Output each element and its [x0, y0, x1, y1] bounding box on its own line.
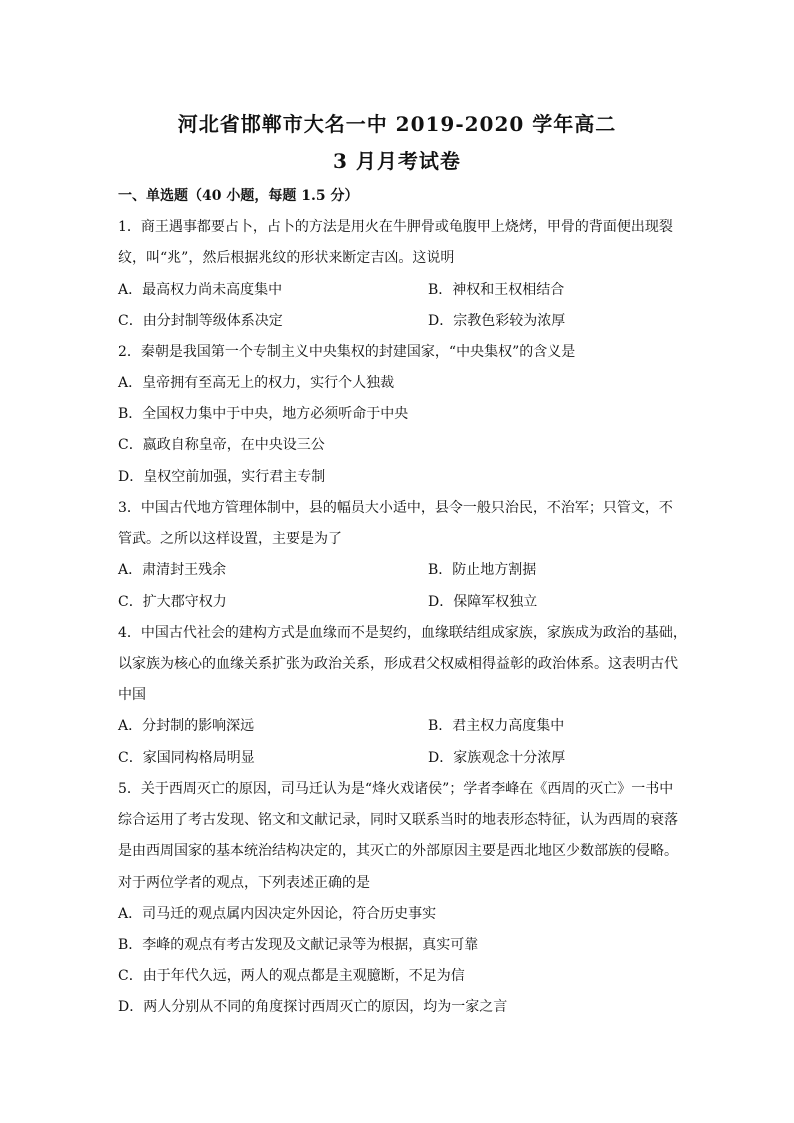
- q3-stem-line1: 3．中国古代地方管理体制中，县的幅员大小适中，县令一般只治民，不治军；只管文，不: [118, 500, 673, 516]
- q5-option-b: B．李峰的观点有考古发现及文献记录等为根据，真实可靠: [118, 937, 479, 953]
- q5-stem-line2: 综合运用了考古发现、铭文和文献记录，同时又联系当时的地表形态特征，认为西周的衰落: [118, 812, 678, 828]
- q4-option-a: A．分封制的影响深远: [118, 718, 255, 734]
- q1-option-a: A．最高权力尚未高度集中: [118, 282, 283, 298]
- q4-stem-line2: 以家族为核心的血缘关系扩张为政治关系，形成君父权威相得益彰的政治体系。这表明古代: [118, 656, 678, 672]
- q5-stem-line4: 对于两位学者的观点，下列表述正确的是: [118, 875, 370, 891]
- q4-stem-line1: 4．中国古代社会的建构方式是血缘而不是契约，血缘联结组成家族，家族成为政治的基础，: [118, 625, 687, 641]
- q5-stem-line3: 是由西周国家的基本统治结构决定的，其灭亡的外部原因主要是西北地区少数部族的侵略。: [118, 843, 678, 859]
- q5-option-a: A．司马迁的观点属内因决定外因论，符合历史事实: [118, 906, 437, 922]
- q1-stem-line1: 1．商王遇事都要占卜，占卜的方法是用火在牛胛骨或龟腹甲上烧烤，甲骨的背面便出现裂: [118, 219, 673, 235]
- q4-option-b: B．君主权力高度集中: [428, 718, 565, 734]
- q2-option-a: A．皇帝拥有至高无上的权力，实行个人独裁: [118, 375, 395, 391]
- q3-option-d: D．保障军权独立: [428, 594, 538, 610]
- q5-option-d: D．两人分别从不同的角度探讨西周灭亡的原因，均为一家之言: [118, 999, 508, 1015]
- q3-option-c: C．扩大郡守权力: [118, 594, 227, 610]
- q5-option-c: C．由于年代久远，两人的观点都是主观臆断，不足为信: [118, 968, 465, 984]
- q2-stem-line1: 2．秦朝是我国第一个专制主义中央集权的封建国家，“中央集权”的含义是: [118, 344, 576, 360]
- q3-option-a: A．肃清封王残余: [118, 562, 227, 578]
- exam-subtitle: 3 月月考试卷: [333, 149, 461, 173]
- q2-option-d: D．皇权空前加强，实行君主专制: [118, 469, 326, 485]
- q4-option-c: C．家国同构格局明显: [118, 750, 255, 766]
- section-heading: 一、单选题（40 小题，每题 1.5 分）: [118, 188, 359, 204]
- exam-title: 河北省邯郸市大名一中 2019-2020 学年高二: [177, 112, 617, 136]
- q3-stem-line2: 管武。之所以这样设置，主要是为了: [118, 531, 342, 547]
- q1-option-c: C．由分封制等级体系决定: [118, 313, 283, 329]
- q1-stem-line2: 纹，叫“兆”，然后根据兆纹的形状来断定吉凶。这说明: [118, 250, 455, 266]
- q2-option-c: C．嬴政自称皇帝，在中央设三公: [118, 437, 325, 453]
- q1-option-b: B．神权和王权相结合: [428, 282, 565, 298]
- q5-stem-line1: 5．关于西周灭亡的原因，司马迁认为是“烽火戏诸侯”；学者李峰在《西周的灭亡》一书中: [118, 781, 674, 797]
- q4-stem-line3: 中国: [118, 687, 146, 703]
- q4-option-d: D．家族观念十分浓厚: [428, 750, 566, 766]
- q1-option-d: D．宗教色彩较为浓厚: [428, 313, 566, 329]
- q3-option-b: B．防止地方割据: [428, 562, 537, 578]
- q2-option-b: B．全国权力集中于中央，地方必须听命于中央: [118, 406, 409, 422]
